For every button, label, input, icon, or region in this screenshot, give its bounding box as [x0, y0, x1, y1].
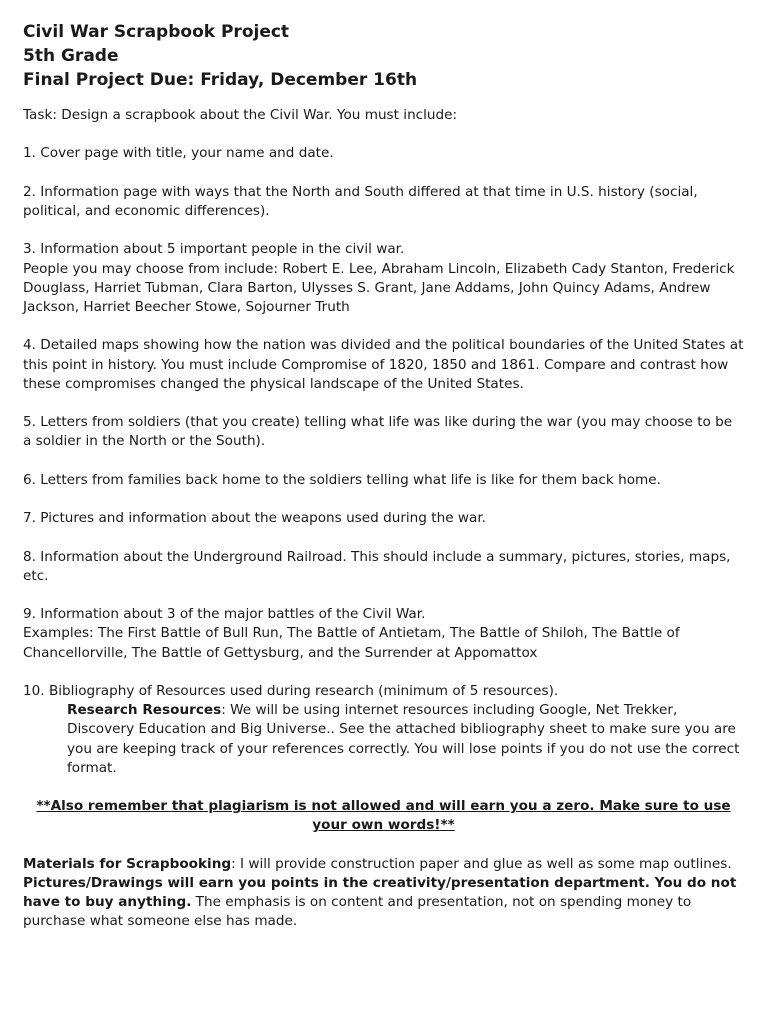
materials-paragraph	[23, 855, 744, 932]
item-6: 6. Letters from families back home to the soldiers telling what life is like for them back home.	[23, 471, 661, 488]
item-7: 7. Pictures and information about the weapons used during the war.	[23, 510, 486, 527]
item-1: 1. Cover page with title, your name and date.	[23, 145, 334, 162]
research-resources	[23, 701, 744, 778]
header	[23, 20, 744, 92]
item-2: 2. Information page with ways that the North and South differed at that time in U.S. history (social, political, and economic differences).	[23, 183, 698, 219]
task-intro: Task: Design a scrapbook about the Civil War. You must include:	[23, 107, 458, 123]
item-8: 8. Information about the Underground Railroad. This should include a summary, pictures, stories, maps, etc.	[23, 548, 731, 584]
item-10: 10. Bibliography of Resources used during research (minimum of 5 resources).	[23, 682, 559, 699]
plagiarism-warning: **Also remember that plagiarism is not allowed and will earn you a zero. Make sure to use your own words!**	[36, 798, 731, 834]
item-5: 5. Letters from soldiers (that you create) telling what life was like during the war (you may choose to be a soldier in the North or the South).	[23, 414, 733, 450]
item-3-people: People you may choose from include: Robert E. Lee, Abraham Lincoln, Elizabeth Cady Stanton, Frederick Douglass, Harriet Tubman, Clara Barton, Ulysses S. Grant, Jane Addams, John Quincy Adams, Andrew Jackson, Harriet Beecher Stowe, Sojourner Truth	[23, 260, 735, 315]
research-resources-label: Research Resources	[67, 702, 222, 719]
item-9: 9. Information about 3 of the major battles of the Civil War.	[23, 606, 426, 623]
grade-heading: 5th Grade	[23, 46, 119, 66]
materials-label: Materials for Scrapbooking	[23, 855, 232, 872]
due-date-heading: Final Project Due: Friday, December 16th	[23, 70, 418, 90]
research-resources-text: : We will be using internet resources including Google, Net Trekker, Discovery Education and Big Universe.. See the attached bibliography sheet to make sure you are you are keeping track of your references correctly. You will lose points if you do not use the correct format.	[67, 702, 740, 776]
materials-text-2: The emphasis is on content and presentation, not on spending money to purchase what someone else has made.	[23, 894, 692, 930]
materials-bold-note: Pictures/Drawings will earn you points in the creativity/presentation department. You do not have to buy anything.	[23, 874, 737, 911]
document-body	[23, 106, 744, 932]
item-4: 4. Detailed maps showing how the nation was divided and the political boundaries of the United States at this point in history. You must include Compromise of 1820, 1850 and 1861. Compare and contrast how these compromises changed the physical landscape of the United States.	[23, 337, 744, 392]
item-3: 3. Information about 5 important people in the civil war.	[23, 241, 405, 258]
item-9-examples: Examples: The First Battle of Bull Run, The Battle of Antietam, The Battle of Shiloh, The Battle of Chancellorville, The Battle of Gettysburg, and the Surrender at Appomattox	[23, 625, 680, 661]
materials-text-1: : I will provide construction paper and glue as well as some map outlines.	[231, 855, 732, 872]
project-title: Civil War Scrapbook Project	[23, 22, 290, 42]
